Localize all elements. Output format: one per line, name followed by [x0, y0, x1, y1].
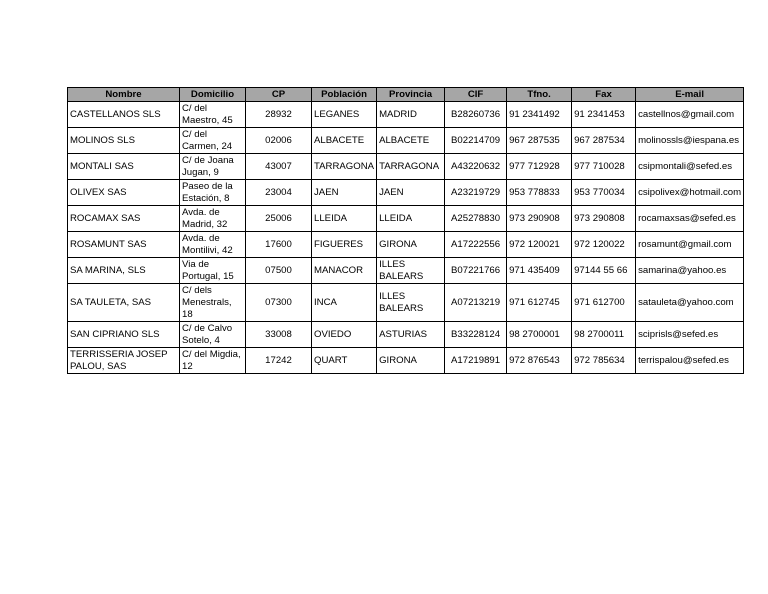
cell-poblacion: QUART — [312, 348, 377, 374]
cell-fax: 973 290808 — [572, 206, 636, 232]
cell-poblacion: LEGANES — [312, 102, 377, 128]
cell-cp: 02006 — [246, 128, 312, 154]
cell-cp: 07500 — [246, 258, 312, 284]
cell-cif: B07221766 — [445, 258, 507, 284]
cell-domicilio: C/ del Maestro, 45 — [180, 102, 246, 128]
cell-domicilio: C/ de Joana Jugan, 9 — [180, 154, 246, 180]
cell-provincia: LLEIDA — [377, 206, 445, 232]
cell-fax: 98 2700011 — [572, 322, 636, 348]
header-poblacion: Población — [312, 88, 377, 102]
cell-email: satauleta@yahoo.com — [636, 284, 744, 322]
cell-tfno: 972 876543 — [507, 348, 572, 374]
cell-cp: 28932 — [246, 102, 312, 128]
cell-nombre: MONTALI SAS — [68, 154, 180, 180]
cell-poblacion: INCA — [312, 284, 377, 322]
cell-nombre: TERRISSERIA JOSEP PALOU, SAS — [68, 348, 180, 374]
cell-tfno: 977 712928 — [507, 154, 572, 180]
cell-tfno: 967 287535 — [507, 128, 572, 154]
table-row — [68, 180, 744, 206]
cell-provincia: JAEN — [377, 180, 445, 206]
cell-nombre: SAN CIPRIANO SLS — [68, 322, 180, 348]
cell-cif: A43220632 — [445, 154, 507, 180]
table-row — [68, 348, 744, 374]
cell-fax: 977 710028 — [572, 154, 636, 180]
cell-domicilio: C/ del Carmen, 24 — [180, 128, 246, 154]
cell-tfno: 98 2700001 — [507, 322, 572, 348]
cell-provincia: ASTURIAS — [377, 322, 445, 348]
header-cp: CP — [246, 88, 312, 102]
header-tfno: Tfno. — [507, 88, 572, 102]
cell-tfno: 91 2341492 — [507, 102, 572, 128]
cell-poblacion: MANACOR — [312, 258, 377, 284]
table-row — [68, 232, 744, 258]
table-row — [68, 322, 744, 348]
cell-tfno: 973 290908 — [507, 206, 572, 232]
cell-nombre: SA MARINA, SLS — [68, 258, 180, 284]
cell-cp: 17242 — [246, 348, 312, 374]
cell-email: molinossls@iespana.es — [636, 128, 744, 154]
table-row — [68, 206, 744, 232]
cell-poblacion: TARRAGONA — [312, 154, 377, 180]
header-fax: Fax — [572, 88, 636, 102]
cell-fax: 97144 55 66 — [572, 258, 636, 284]
cell-fax: 972 120022 — [572, 232, 636, 258]
cell-cif: A17219891 — [445, 348, 507, 374]
cell-nombre: ROSAMUNT SAS — [68, 232, 180, 258]
cell-provincia: GIRONA — [377, 348, 445, 374]
cell-fax: 967 287534 — [572, 128, 636, 154]
table-row — [68, 102, 744, 128]
cell-email: rocamaxsas@sefed.es — [636, 206, 744, 232]
cell-provincia: ILLES BALEARS — [377, 284, 445, 322]
cell-email: rosamunt@gmail.com — [636, 232, 744, 258]
cell-cp: 33008 — [246, 322, 312, 348]
cell-cp: 23004 — [246, 180, 312, 206]
header-domicilio: Domicilio — [180, 88, 246, 102]
header-email: E-mail — [636, 88, 744, 102]
cell-poblacion: OVIEDO — [312, 322, 377, 348]
cell-domicilio: C/ de Calvo Sotelo, 4 — [180, 322, 246, 348]
cell-fax: 972 785634 — [572, 348, 636, 374]
cell-tfno: 972 120021 — [507, 232, 572, 258]
cell-tfno: 971 612745 — [507, 284, 572, 322]
cell-provincia: MADRID — [377, 102, 445, 128]
cell-cif: A17222556 — [445, 232, 507, 258]
cell-fax: 971 612700 — [572, 284, 636, 322]
cell-tfno: 971 435409 — [507, 258, 572, 284]
cell-fax: 91 2341453 — [572, 102, 636, 128]
cell-cp: 07300 — [246, 284, 312, 322]
cell-email: csipmontali@sefed.es — [636, 154, 744, 180]
cell-email: csipolivex@hotmail.com — [636, 180, 744, 206]
cell-poblacion: FIGUERES — [312, 232, 377, 258]
cell-cif: B02214709 — [445, 128, 507, 154]
cell-email: sciprisls@sefed.es — [636, 322, 744, 348]
header-cif: CIF — [445, 88, 507, 102]
cell-cp: 17600 — [246, 232, 312, 258]
cell-cif: A25278830 — [445, 206, 507, 232]
cell-cif: A23219729 — [445, 180, 507, 206]
table-row — [68, 284, 744, 322]
cell-cif: A07213219 — [445, 284, 507, 322]
cell-poblacion: JAEN — [312, 180, 377, 206]
cell-nombre: ROCAMAX SAS — [68, 206, 180, 232]
cell-nombre: CASTELLANOS SLS — [68, 102, 180, 128]
cell-provincia: ALBACETE — [377, 128, 445, 154]
cell-email: castellnos@gmail.com — [636, 102, 744, 128]
table-row — [68, 258, 744, 284]
table-row — [68, 128, 744, 154]
company-table — [67, 87, 744, 374]
cell-nombre: MOLINOS SLS — [68, 128, 180, 154]
cell-cp: 43007 — [246, 154, 312, 180]
cell-email: terrispalou@sefed.es — [636, 348, 744, 374]
cell-email: samarina@yahoo.es — [636, 258, 744, 284]
cell-poblacion: LLEIDA — [312, 206, 377, 232]
cell-provincia: ILLES BALEARS — [377, 258, 445, 284]
header-row — [68, 88, 744, 102]
cell-tfno: 953 778833 — [507, 180, 572, 206]
cell-cif: B33228124 — [445, 322, 507, 348]
table-row — [68, 154, 744, 180]
header-provincia: Provincia — [377, 88, 445, 102]
cell-domicilio: C/ dels Menestrals, 18 — [180, 284, 246, 322]
header-nombre: Nombre — [68, 88, 180, 102]
cell-cp: 25006 — [246, 206, 312, 232]
cell-provincia: GIRONA — [377, 232, 445, 258]
cell-nombre: SA TAULETA, SAS — [68, 284, 180, 322]
cell-domicilio: C/ del Migdia, 12 — [180, 348, 246, 374]
cell-domicilio: Avda. de Montilivi, 42 — [180, 232, 246, 258]
cell-poblacion: ALBACETE — [312, 128, 377, 154]
cell-provincia: TARRAGONA — [377, 154, 445, 180]
cell-cif: B28260736 — [445, 102, 507, 128]
cell-fax: 953 770034 — [572, 180, 636, 206]
cell-nombre: OLIVEX SAS — [68, 180, 180, 206]
cell-domicilio: Paseo de la Estación, 8 — [180, 180, 246, 206]
cell-domicilio: Via de Portugal, 15 — [180, 258, 246, 284]
cell-domicilio: Avda. de Madrid, 32 — [180, 206, 246, 232]
